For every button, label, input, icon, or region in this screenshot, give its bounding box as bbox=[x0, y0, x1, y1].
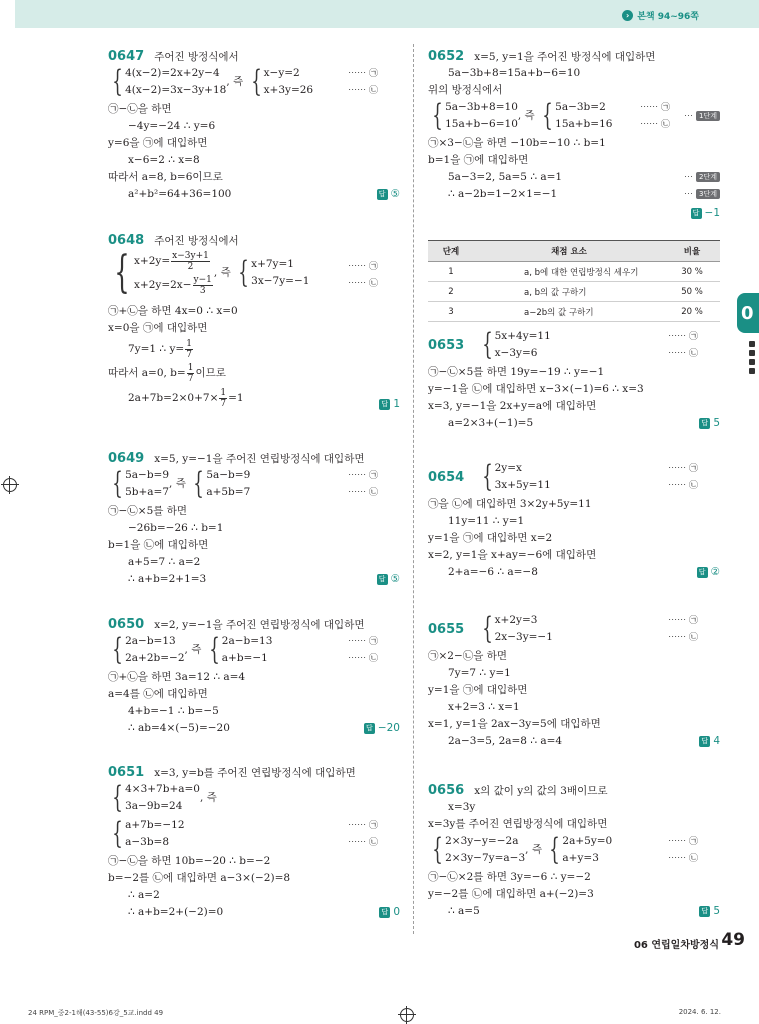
equation-system: { 5x+4y=11 x−3y=6 bbox=[481, 327, 551, 362]
problem-0647: 0647 주어진 방정식에서 { 4(x−2)=2x+2y−4 4(x−2)=3x−3y+18 , 즉 { x−y=2 x+3y=26 ⋯⋯ ㉠ ⋯⋯ ㉡ ㉠−㉡을 하면 −4y=−24 ∴ y=6 y=6을 ㉠에 대입하면 x−6=2 ∴ x=8 따라서 a=8, b=6이므로 a²+b²=64+36=100 답 ⑤ bbox=[108, 48, 400, 203]
answer-badge: 답 5 bbox=[699, 903, 720, 920]
answer-badge: 답 5 bbox=[699, 415, 720, 432]
equation-system: { 2y=x 3x+5y=11 bbox=[481, 459, 551, 494]
equation-system: { 5a−3b=2 15a+b=16 bbox=[542, 98, 613, 133]
problem-number: 0651 bbox=[108, 765, 145, 780]
equation-system: { 4(x−2)=2x+2y−4 4(x−2)=3x−3y+18 bbox=[112, 64, 227, 99]
equation-system: { x+2y=3 2x−3y=−1 bbox=[481, 611, 553, 646]
table-row: 2 a, b의 값 구하기 50 % bbox=[428, 282, 720, 302]
problem-number: 0650 bbox=[108, 617, 145, 632]
equation-system: { 5a−b=9 5b+a=7 bbox=[112, 466, 170, 501]
chevron-right-icon: › bbox=[622, 10, 633, 21]
equation-system: { x−y=2 x+3y=26 bbox=[250, 64, 314, 99]
chapter-tab-label bbox=[747, 338, 757, 398]
answer-icon: 답 bbox=[377, 189, 388, 200]
equation-system: { 2×3y−y=−2a 2×3y−7y=a−3 bbox=[432, 832, 526, 867]
answer-icon: 답 bbox=[377, 574, 388, 585]
answer-icon: 답 bbox=[364, 723, 375, 734]
answer-badge: 답 0 bbox=[379, 904, 400, 921]
print-slug: 24 RPM_중2-1해(43-55)6강_5교.indd 49 bbox=[28, 1009, 164, 1017]
answer-icon: 답 bbox=[691, 208, 702, 219]
table-row: 1 a, b에 대한 연립방정식 세우기 30 % bbox=[428, 262, 720, 282]
equation-system: { 2a−b=13 2a+2b=−2 bbox=[112, 632, 185, 667]
reference-text: 본책 94~96쪽 bbox=[637, 12, 699, 22]
problem-0653: 0653 { 5x+4y=11 x−3y=6 ⋯⋯ ㉠ ⋯⋯ ㉡ ㉠−㉡×5를 하면 19y=−19 ∴ y=−1 y=−1을 ㉡에 대입하면 x−3×(−1)=6 ∴ x=3 x=3, y=−1을 2x+y=a에 대입하면 a=2×3+(−1)=5 답 5 bbox=[428, 328, 720, 432]
answer-badge: 답 −20 bbox=[364, 720, 400, 737]
equation-system: { 4×3+7b+a=0 3a−9b=24 bbox=[112, 780, 200, 815]
problem-number: 0652 bbox=[428, 49, 465, 64]
step-label: ⋯ 2단계 bbox=[684, 169, 720, 186]
equation-system: { 5a−3b+8=10 15a+b−6=10 bbox=[432, 98, 518, 133]
table-row: 3 a−2b의 값 구하기 20 % bbox=[428, 302, 720, 322]
problem-0654: 0654 { 2y=x 3x+5y=11 ⋯⋯ ㉠ ⋯⋯ ㉡ ㉠을 ㉡에 대입하면 3×2y+5y=11 11y=11 ∴ y=1 y=1을 ㉠에 대입하면 x=2 x=2, y=1을 x+ay=−6에 대입하면 2+a=−6 ∴ a=−8 답 ② bbox=[428, 460, 720, 581]
answer-icon: 답 bbox=[379, 907, 390, 918]
equation-system: { a+7b=−12 a−3b=8 bbox=[112, 816, 185, 851]
answer-badge: 답 1 bbox=[379, 391, 400, 417]
problem-0652: 0652 x=5, y=1을 주어진 방정식에 대입하면 5a−3b+8=15a+b−6=10 위의 방정식에서 { 5a−3b+8=10 15a+b−6=10 , 즉 { 5a−3b=2 15a+b=16 ⋯⋯ ㉠ ⋯⋯ ㉡ ⋯ 1단계 ㉠×3−㉡을 하면 −10b=−10 ∴ b=1 b=1을 ㉠에 대입하면 5a−3=2, 5a=5 ∴ a=1 ⋯ 2단계 ∴ a−2b=1−2×1=−1 ⋯ 3단계 답 −1 bbox=[428, 48, 720, 220]
header-band bbox=[15, 0, 759, 28]
problem-number: 0656 bbox=[428, 783, 465, 798]
equation-system: { x+7y=1 3x−7y=−1 bbox=[238, 255, 310, 290]
print-date: 2024. 6. 12. bbox=[678, 1008, 721, 1016]
column-divider bbox=[413, 44, 414, 934]
equation-system: { 5a−b=9 a+5b=7 bbox=[193, 466, 251, 501]
problem-0650: 0650 x=2, y=−1을 주어진 연립방정식에 대입하면 { 2a−b=13 2a+2b=−2 , 즉 { 2a−b=13 a+b=−1 ⋯⋯ ㉠ ⋯⋯ ㉡ ㉠+㉡을 하면 3a=12 ∴ a=4 a=4를 ㉡에 대입하면 4+b=−1 ∴ b=−5 ∴ ab=4×(−5)=−20 답 −20 bbox=[108, 616, 400, 737]
reference-link[interactable] bbox=[622, 9, 699, 22]
chapter-tab: 0 bbox=[737, 293, 759, 333]
registration-mark-icon bbox=[3, 478, 17, 492]
page-number: 49 bbox=[721, 930, 745, 950]
answer-icon: 답 bbox=[697, 567, 708, 578]
problem-number: 0653 bbox=[428, 337, 465, 353]
chapter-title: 06 연립일차방정식 bbox=[633, 940, 719, 951]
answer-badge: 답 4 bbox=[699, 733, 720, 750]
registration-mark-icon bbox=[400, 1008, 414, 1022]
grading-table: 단계 채점 요소 비율 1 a, b에 대한 연립방정식 세우기 30 % 2 a, b의 값 구하기 50 % 3 a−2b의 값 구하기 20 % bbox=[428, 240, 720, 322]
equation-system: { 2a+5y=0 a+y=3 bbox=[549, 832, 613, 867]
answer-badge: 답 ② bbox=[697, 564, 720, 581]
answer-icon: 답 bbox=[379, 399, 390, 410]
answer-icon: 답 bbox=[699, 736, 710, 747]
problem-0655: 0655 { x+2y=3 2x−3y=−1 ⋯⋯ ㉠ ⋯⋯ ㉡ ㉠×2−㉡을 하면 7y=7 ∴ y=1 y=1을 ㉠에 대입하면 x+2=3 ∴ x=1 x=1, y=1을 2ax−3y=5에 대입하면 2a−3=5, 2a=8 ∴ a=4 답 4 bbox=[428, 612, 720, 750]
problem-0648: 0648 주어진 방정식에서 { x+2y= $\frac{x-3y+1}{2}$ x+2y=2x− $\frac{y-1}{3}$ , 즉 { x+7y=1 3x−7y=−1 ⋯⋯ ㉠ ⋯⋯ ㉡ ㉠+㉡을 하면 4x=0 ∴ x=0 x=0을 ㉠에 대입하면 7y=1 ∴ y= $\frac{1}{7}$ 따라서 a=0, b= $\frac{1}{7}$ 이므로 2a+7b=2×0+7× $\frac{1}{7}$ =1 답 1 bbox=[108, 232, 400, 411]
problem-0651: 0651 x=3, y=b를 주어진 연립방정식에 대입하면 { 4×3+7b+a=0 3a−9b=24 , 즉 { a+7b=−12 a−3b=8 ⋯⋯ ㉠ ⋯⋯ ㉡ ㉠−㉡을 하면 10b=−20 ∴ b=−2 b=−2를 ㉡에 대입하면 a−3×(−2)=8 ∴ a=2 ∴ a+b=2+(−2)=0 답 0 bbox=[108, 764, 400, 921]
problem-number: 0655 bbox=[428, 621, 465, 637]
equation-system: { 2a−b=13 a+b=−1 bbox=[208, 632, 273, 667]
answer-icon: 답 bbox=[699, 418, 710, 429]
problem-0649: 0649 x=5, y=−1을 주어진 연립방정식에 대입하면 { 5a−b=9 5b+a=7 , 즉 { 5a−b=9 a+5b=7 ⋯⋯ ㉠ ⋯⋯ ㉡ ㉠−㉡×5를 하면 −26b=−26 ∴ b=1 b=1을 ㉡에 대입하면 a+5=7 ∴ a=2 ∴ a+b=2+1=3 답 ⑤ bbox=[108, 450, 400, 588]
answer-badge: 답 −1 bbox=[691, 205, 720, 222]
answer-icon: 답 bbox=[699, 906, 710, 917]
problem-number: 0654 bbox=[428, 469, 465, 485]
problem-number: 0647 bbox=[108, 49, 145, 64]
answer-badge: 답 ⑤ bbox=[377, 571, 400, 588]
problem-number: 0649 bbox=[108, 451, 145, 466]
equation-system: { x+2y= $\frac{x-3y+1}{2}$ x+2y=2x− $\frac{y-1}{3}$ bbox=[114, 247, 212, 298]
problem-0656: 0656 x의 값이 y의 값의 3배이므로 x=3y x=3y를 주어진 연립방정식에 대입하면 { 2×3y−y=−2a 2×3y−7y=a−3 , 즉 { 2a+5y=0 a+y=3 ⋯⋯ ㉠ ⋯⋯ ㉡ ㉠−㉡×2를 하면 3y=−6 ∴ y=−2 y=−2를 ㉡에 대입하면 a+(−2)=3 ∴ a=5 답 5 bbox=[428, 782, 720, 920]
answer-badge: 답 ⑤ bbox=[377, 186, 400, 203]
problem-number: 0648 bbox=[108, 233, 145, 248]
step-label: ⋯ 3단계 bbox=[684, 186, 720, 203]
step-label: ⋯ 1단계 bbox=[684, 108, 720, 125]
